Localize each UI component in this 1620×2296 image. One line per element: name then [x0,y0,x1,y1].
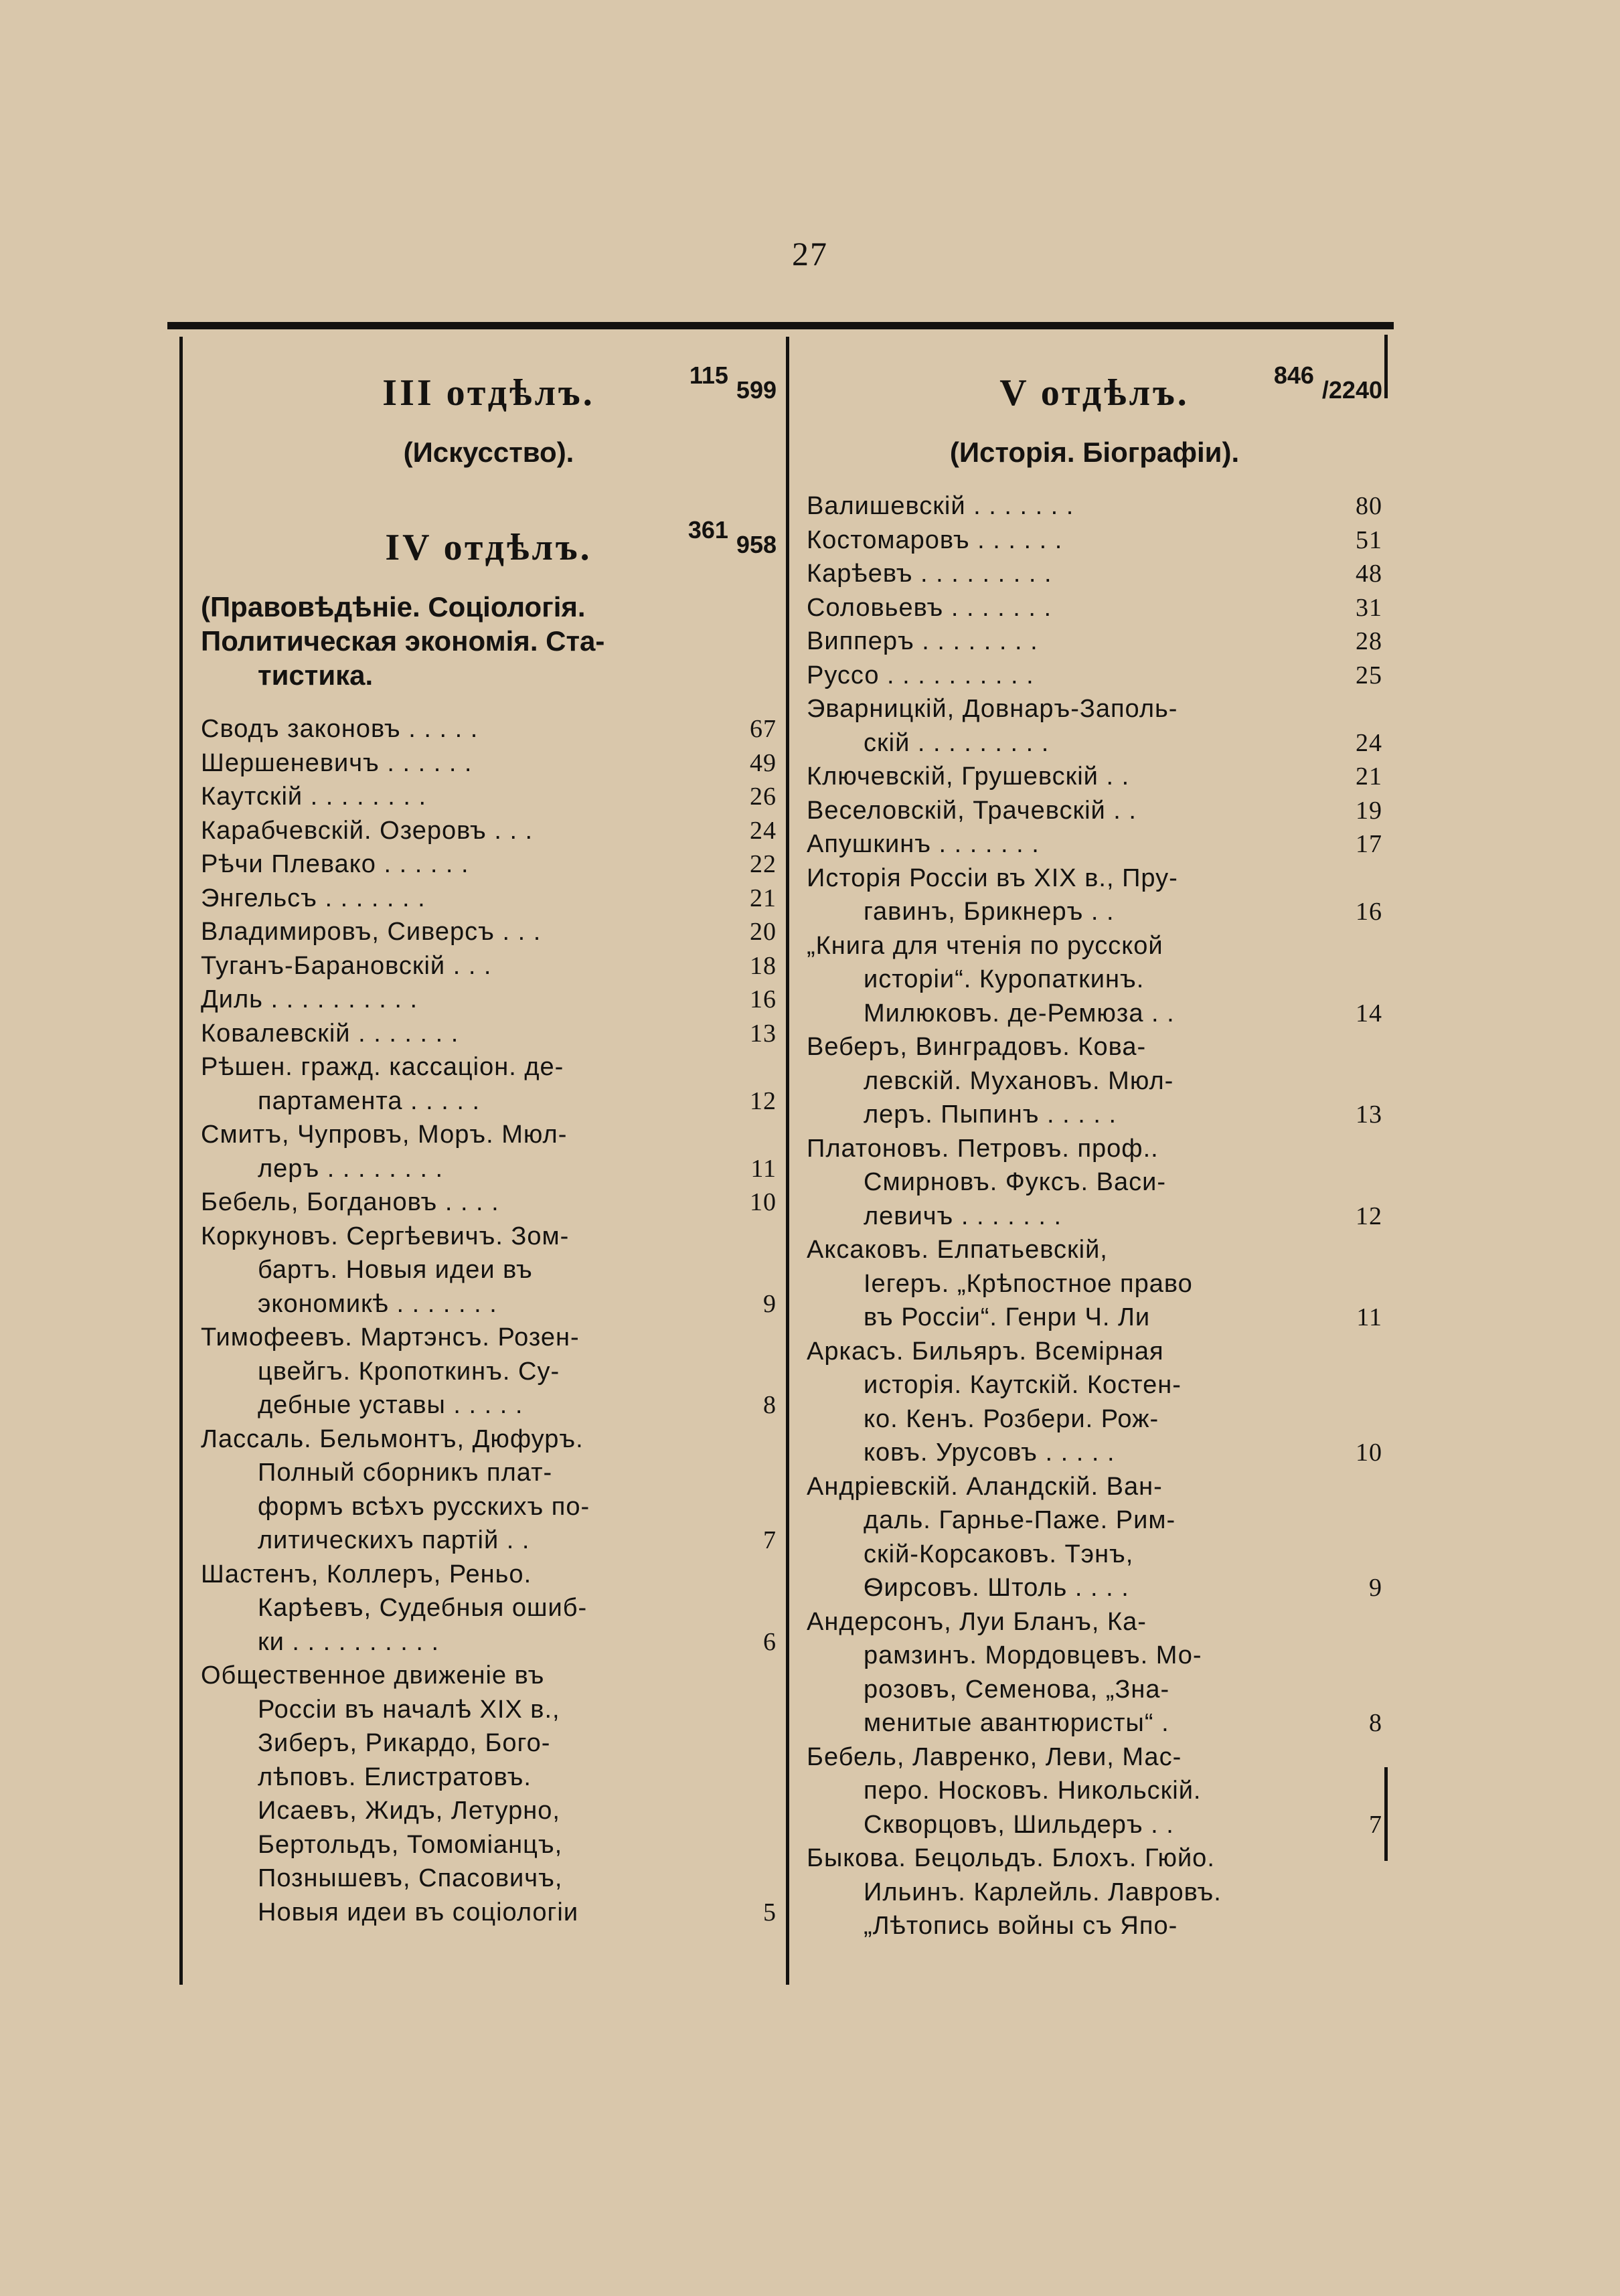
entry-text-line: скій-Корсаковъ. Тэнъ, [864,1540,1134,1568]
index-entry [807,591,1382,625]
index-entry [201,1050,777,1118]
entry-count: 80 [1356,492,1382,520]
section-5-title: V отдѣлъ. [999,372,1190,414]
entry-count: 13 [1356,1100,1382,1129]
index-entry [807,1335,1382,1470]
index-entry [201,1017,777,1051]
entry-text-line: Андріевскій. Аландскій. Ван- [807,1472,1163,1501]
entry-text-line: экономикѣ . . . . . . . [258,1289,497,1318]
index-entry [807,523,1382,558]
entry-count: 10 [750,1188,777,1216]
entry-text-line: Каутскій . . . . . . . . [201,783,427,811]
entry-text-line: Зиберъ, Рикардо, Бого- [258,1729,551,1757]
entry-text-line: ки . . . . . . . . . . [258,1627,440,1656]
index-entry [807,1841,1382,1943]
entry-text-line: Исторія Россіи въ XIX в., Пру- [807,864,1178,892]
entry-text-line: Шершеневичъ . . . . . . [201,748,473,777]
section-4-subtitle-line: (Правовѣдѣніе. Соціологія. [201,591,586,623]
index-entry [807,1030,1382,1132]
entry-text-line: Лассаль. Бельмонтъ, Дюфуръ. [201,1424,584,1453]
entry-text-line: Туганъ-Барановскій . . . [201,951,492,980]
entry-text-line: Милюковъ. де-Ремюза . . [864,999,1175,1028]
index-entry [201,1321,777,1422]
entry-text-line: Диль . . . . . . . . . . [201,985,418,1013]
entry-text-line: Платоновъ. Петровъ. проф.. [807,1134,1159,1163]
right-column-rule [1384,335,1388,398]
section-3-subtitle: (Искусство). [403,436,574,468]
entry-text-line: ковъ. Урусовъ . . . . . [864,1439,1115,1467]
section-4-title: IV отдѣлъ. [385,527,592,568]
entry-count: 51 [1356,525,1382,554]
entry-text-line: Смирновъ. Фуксъ. Васи- [864,1168,1167,1196]
index-entry [807,692,1382,760]
entry-text-line: лѣповъ. Елистратовъ. [258,1762,532,1791]
section-5-heading [807,361,1382,435]
index-entry [807,929,1382,1031]
index-entry [201,1659,777,1929]
entry-count: 21 [1356,762,1382,791]
index-entry [807,557,1382,591]
entry-count: 18 [750,951,777,980]
entry-text-line: Випперъ . . . . . . . . [807,627,1038,655]
entry-count: 7 [763,1526,777,1554]
entry-text-line: исторія. Каутскій. Костен- [864,1371,1182,1399]
entry-count: 28 [1356,627,1382,655]
entry-text-line: Ѳирсовъ. Штоль . . . . [864,1574,1129,1602]
right-column [807,361,1382,1943]
section-3-count-bottom: 599 [736,376,777,404]
index-entry [201,1118,777,1185]
entry-count: 19 [1356,796,1382,825]
index-entry [201,1422,777,1558]
entry-text-line: Россіи въ началѣ XIX в., [258,1695,560,1724]
entry-text-line: Владимировъ, Сиверсъ . . . [201,918,542,946]
index-entry [201,1220,777,1321]
section-3-title: III отдѣлъ. [382,372,595,414]
index-entry [807,1132,1382,1234]
entry-text-line: Ковалевскій . . . . . . . [201,1019,459,1048]
section-5-count-bottom: /2240 [1321,376,1382,404]
entry-text-line: скій . . . . . . . . . [864,728,1050,757]
entry-count: 67 [750,715,777,743]
index-entry [807,794,1382,828]
index-entry [807,1605,1382,1740]
entry-text-line: Карѣевъ, Судебныя ошиб- [258,1594,588,1622]
entry-text-line: Рѣшен. гражд. кассаціон. де- [201,1053,564,1081]
entry-text-line: Аксаковъ. Елпатьевскій, [807,1236,1108,1264]
entry-text-line: дебные уставы . . . . . [258,1391,523,1419]
entry-text-line: Исаевъ, Жидъ, Летурно, [258,1797,560,1825]
index-entry [201,1558,777,1659]
entry-count: 31 [1356,593,1382,622]
page-number: 27 [792,235,828,272]
entry-text-line: даль. Гарнье-Паже. Рим- [864,1506,1176,1534]
entry-count: 48 [1356,560,1382,588]
entry-text-line: Рѣчи Плевако . . . . . . [201,850,469,878]
entry-text-line: левичъ . . . . . . . [864,1202,1062,1230]
entry-text-line: „Лѣтопись войны съ Япо- [864,1912,1178,1940]
entry-text-line: „Книга для чтенія по русской [807,931,1163,960]
entry-text-line: партамента . . . . . [258,1086,481,1115]
section-4-subtitle-line: Политическая экономія. Ста- [201,625,605,657]
index-entry [201,712,777,746]
section-4-count [687,516,777,558]
entry-text-line: розовъ, Семенова, „Зна- [864,1675,1170,1704]
index-entry [201,1185,777,1220]
entry-text-line: гавинъ, Брикнеръ . . [864,898,1115,926]
entry-count: 8 [1369,1709,1382,1737]
index-entry [807,827,1382,862]
entry-count: 22 [750,850,777,878]
entry-text-line: въ Россіи“. Генри Ч. Ли [864,1303,1151,1331]
entry-count: 11 [750,1154,777,1183]
entry-text-line: Новыя идеи въ соціологіи [258,1898,579,1926]
entry-count: 13 [750,1019,777,1048]
section-5-count [1273,361,1382,404]
entry-text-line: формъ всѣхъ русскихъ по- [258,1492,590,1521]
middle-column-rule [786,337,789,1985]
entry-text-line: Смитъ, Чупровъ, Моръ. Мюл- [201,1121,568,1149]
entry-text-line: ко. Кенъ. Розбери. Рож- [864,1404,1159,1433]
entry-text-line: Валишевскій . . . . . . . [807,492,1074,520]
entry-text-line: Эварницкій, Довнаръ-Заполь- [807,695,1178,723]
entry-text-line: Бертольдъ, Томоміанцъ, [258,1830,563,1859]
section-4-subtitle-line: тистика. [258,659,374,691]
index-entry [807,1470,1382,1605]
entry-text-line: Тимофеевъ. Мартэнсъ. Розен- [201,1323,580,1351]
entry-count: 16 [1356,898,1382,926]
index-entry [201,847,777,882]
entry-count: 24 [750,816,777,845]
entry-text-line: Веселовскій, Трачевскій . . [807,796,1137,825]
entry-count: 49 [750,748,777,777]
entry-count: 10 [1356,1439,1382,1467]
entry-text-line: Общественное движеніе въ [201,1661,545,1690]
section-3-count-top: 115 [689,361,728,389]
index-entry [201,915,777,949]
entry-text-line: перо. Носковъ. Никольскій. [864,1777,1202,1805]
entry-count: 7 [1369,1810,1382,1839]
entry-count: 26 [750,783,777,811]
entry-text-line: Карѣевъ . . . . . . . . . [807,560,1052,588]
entry-text-line: Быкова. Бецольдъ. Блохъ. Гюйо. [807,1844,1215,1872]
entry-text-line: леръ. Пыпинъ . . . . . [864,1100,1117,1129]
entry-text-line: Полный сборникъ плат- [258,1459,553,1487]
entry-text-line: Руссо . . . . . . . . . . [807,661,1034,689]
entry-text-line: Сводъ законовъ . . . . . [201,715,479,743]
entry-count: 6 [763,1627,777,1656]
entry-text-line: рамзинъ. Мордовцевъ. Мо- [864,1641,1202,1669]
entry-count: 21 [750,884,777,912]
entry-count: 16 [750,985,777,1013]
entry-count: 25 [1356,661,1382,689]
entry-count: 8 [763,1391,777,1419]
index-entry [807,625,1382,659]
section-5-entries [807,489,1382,1943]
entry-count: 12 [1356,1202,1382,1230]
index-entry [807,760,1382,794]
left-column [201,361,777,1929]
entry-text-line: Ключевскій, Грушевскій . . [807,762,1130,791]
section-3-count [689,361,777,404]
entry-count: 24 [1356,728,1382,757]
entry-count: 17 [1356,830,1382,858]
index-entry [807,1233,1382,1335]
section-4-count-bottom: 958 [736,531,777,558]
entry-text-line: Апушкинъ . . . . . . . [807,830,1040,858]
section-4-count-top: 361 [687,516,728,544]
index-entry [201,983,777,1017]
entry-count: 20 [750,918,777,946]
entry-text-line: Познышевъ, Спасовичъ, [258,1864,563,1892]
index-entry [201,746,777,781]
entry-text-line: Карабчевскій. Озеровъ . . . [201,816,534,845]
index-entry [807,659,1382,693]
entry-text-line: менитые авантюристы“ . [864,1709,1169,1737]
top-rule [167,322,1394,329]
entry-text-line: Іегеръ. „Крѣпостное право [864,1269,1193,1298]
index-entry [807,489,1382,523]
entry-text-line: Андерсонъ, Луи Бланъ, Ка- [807,1607,1147,1636]
entry-text-line: Коркуновъ. Сергѣевичъ. Зом- [201,1222,570,1250]
entry-count: 11 [1356,1303,1382,1331]
index-entry [201,814,777,848]
entry-text-line: Аркасъ. Бильяръ. Всемірная [807,1337,1164,1366]
left-column-rule [179,337,183,1985]
entry-text-line: леръ . . . . . . . . [258,1154,444,1183]
entry-count: 14 [1356,999,1382,1028]
section-4-subtitle [201,590,777,692]
index-entry [201,949,777,983]
index-entry [807,1740,1382,1842]
entry-text-line: Бебель, Лавренко, Леви, Мас- [807,1742,1182,1771]
index-entry [807,862,1382,929]
entry-text-line: бартъ. Новыя идеи въ [258,1256,533,1284]
section-5-count-top: 846 [1273,361,1314,389]
entry-text-line: левскій. Мухановъ. Мюл- [864,1066,1174,1095]
entry-text-line: литическихъ партій . . [258,1526,530,1554]
right-column-rule-lower [1384,1767,1388,1861]
entry-text-line: цвейгъ. Кропоткинъ. Су- [258,1357,560,1386]
entry-text-line: Соловьевъ . . . . . . . [807,593,1052,622]
entry-count: 12 [750,1086,777,1115]
section-3-heading [201,361,777,435]
section-4-heading [201,516,777,590]
entry-count: 9 [763,1289,777,1318]
entry-text-line: Скворцовъ, Шильдеръ . . [864,1810,1174,1839]
section-4-entries [201,712,777,1929]
entry-count: 5 [763,1898,777,1926]
entry-text-line: Шастенъ, Коллеръ, Реньо. [201,1560,532,1588]
entry-count: 9 [1369,1574,1382,1602]
entry-text-line: Костомаровъ . . . . . . [807,525,1063,554]
entry-text-line: Веберъ, Винградовъ. Кова- [807,1033,1147,1061]
entry-text-line: Бебель, Богдановъ . . . . [201,1188,499,1216]
index-entry [201,882,777,916]
index-entry [201,780,777,814]
entry-text-line: Ильинъ. Карлейль. Лавровъ. [864,1878,1222,1906]
entry-text-line: исторіи“. Куропаткинъ. [864,965,1145,993]
section-5-subtitle: (Исторія. Біографіи). [949,436,1240,468]
entry-text-line: Энгельсъ . . . . . . . [201,884,426,912]
